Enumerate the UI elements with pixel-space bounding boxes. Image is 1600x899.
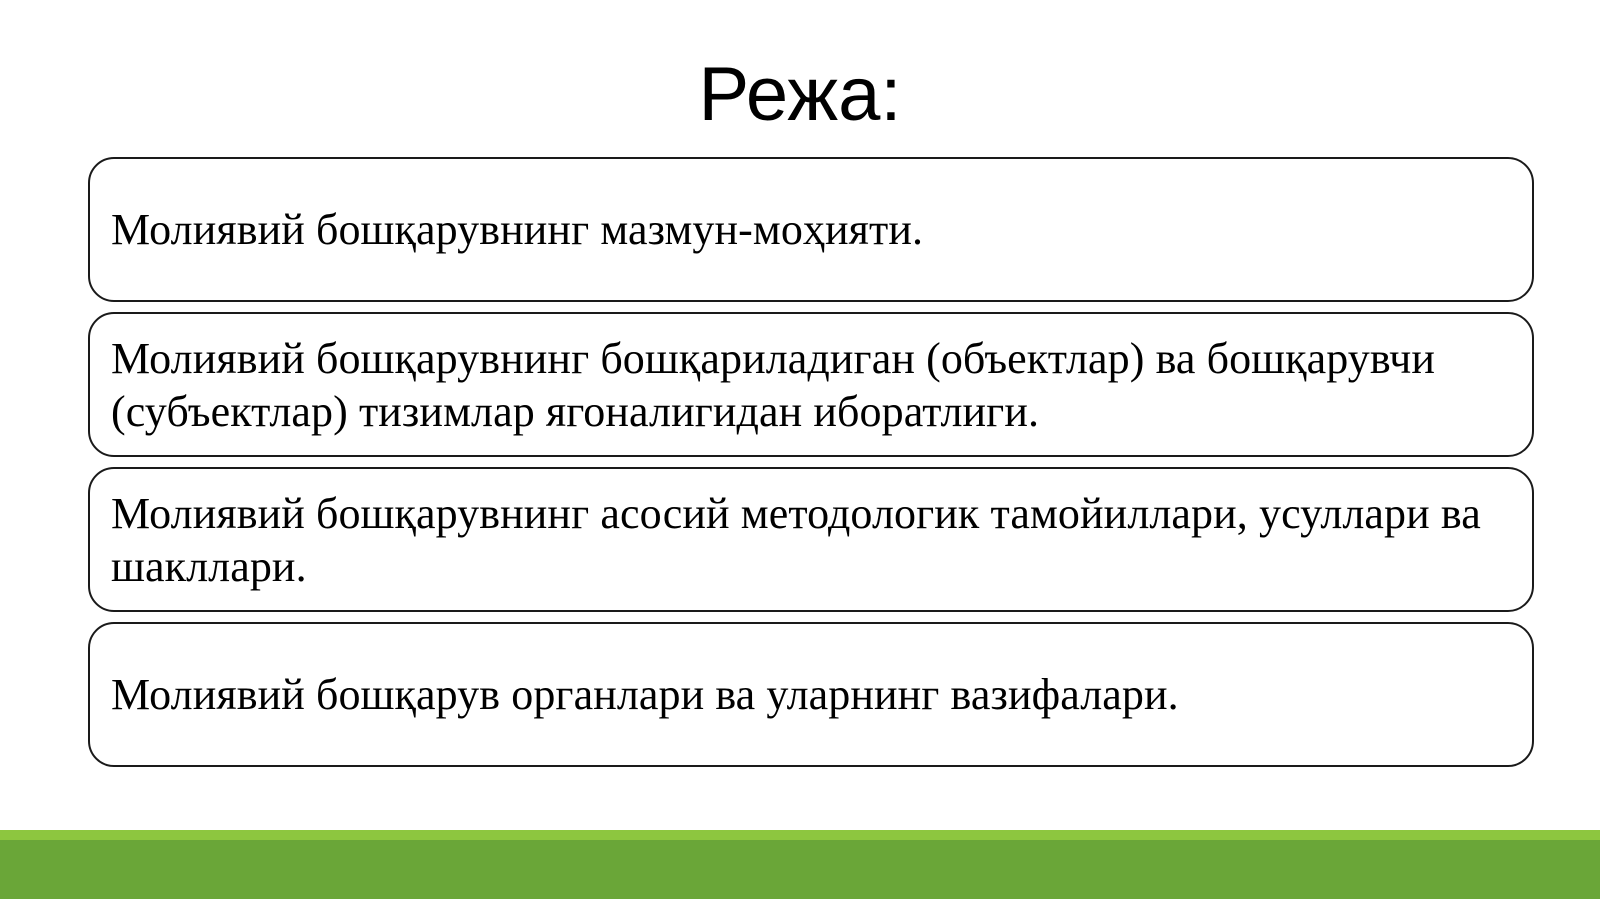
plan-item-text: Молиявий бошқарувнинг асосий методологик тамойиллари, усуллари ва шакллари.	[111, 488, 1481, 591]
plan-item-3	[88, 467, 1534, 612]
plan-item-text: Молиявий бошқарувнинг бошқариладиган (объектлар) ва бошқарувчи (субъектлар) тизимлар ягоналигидан иборатлиги.	[111, 333, 1435, 436]
footer-bar	[0, 830, 1600, 899]
plan-list	[88, 157, 1534, 777]
footer-bar-highlight	[0, 830, 1600, 840]
slide-title: Режа:	[698, 52, 902, 137]
plan-item-1	[88, 157, 1534, 302]
plan-item-4	[88, 622, 1534, 767]
plan-item-text: Молиявий бошқарувнинг мазмун-моҳияти.	[111, 205, 924, 254]
plan-item-text: Молиявий бошқарув органлари ва уларнинг вазифалари.	[111, 670, 1179, 719]
plan-item-2	[88, 312, 1534, 457]
